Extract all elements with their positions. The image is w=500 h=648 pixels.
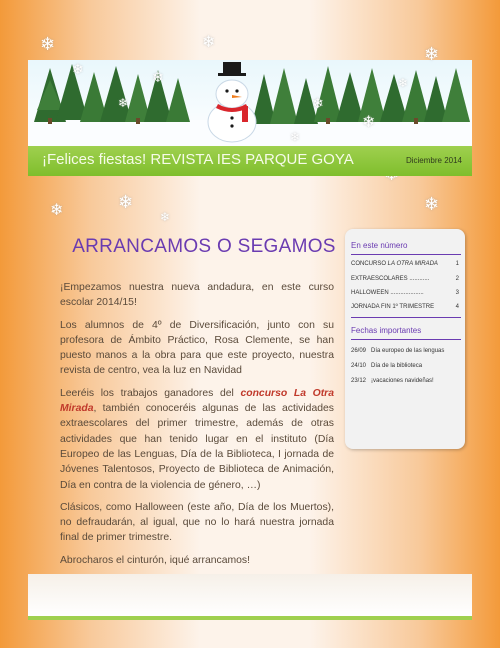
snowflake-icon: ❄ [152,70,164,86]
snowflake-icon: ❄ [312,96,324,112]
paragraph: Los alumnos de 4º de Diversificación, junto con su profesora de Ámbito Práctico, Rosa Clemente, se han puesto manos a la obra para que este proyecto, nuestra revista de centro, vea la luz en Navidad [60,319,334,377]
masthead-bar [28,146,472,176]
event-date: 24/10 [351,363,367,369]
toc-item-label: JORNADA FIN 1º TRIMESTRE [351,304,435,310]
divider [351,339,461,340]
snowflake-icon: ❄ [118,96,129,110]
article-headline: ARRANCAMOS O SEGAMOS [72,236,336,257]
snowflake-icon: ❄ [160,210,171,224]
snowflake-icon: ❄ [50,200,64,219]
paragraph [60,386,334,493]
toc-item-label: EXTRAESCOLARES ............ [351,276,430,282]
event-date: 26/09 [351,348,367,354]
toc-item[interactable] [351,290,459,296]
snowflake-icon: ❄ [424,194,440,215]
paragraph: ¡Empezamos nuestra nueva andadura, en este curso escolar 2014/15! [60,282,334,309]
toc-item-label: HALLOWEEN .................... [351,290,424,296]
snowflake-icon: ❄ [290,130,301,144]
snowflake-icon: ❄ [424,44,440,65]
contest-name: concurso La Otra Mirada [60,387,334,415]
toc-page-number: 2 [455,276,459,282]
toc-item-label-em: LA OTRA MIRADA [387,261,438,267]
snowflake-icon: ❄ [40,34,56,55]
toc-page-number: 4 [455,304,459,310]
paragraph-text: , también conoceréis algunas de las actividades extraescolares del primer trimestre, además de otras actividades que han tenido lugar en el instituto (Día Europeo de las Lenguas, Día de la Biblioteca, I jornada de Jóvenes Talentosos, Proyecto de Biblioteca de Animación, Día en contra de la violencia de género, …) [60,403,334,491]
toc-item[interactable] [351,304,459,310]
snowflake-icon: ❄ [118,192,134,213]
winter-scene-illustration [28,60,472,146]
paragraph-text: Leeréis los trabajos ganadores del [60,387,241,399]
sidebar-panel [345,229,465,449]
event-text: ¡vacaciones navideñas! [371,378,434,384]
masthead-title: ¡Felices fiestas! REVISTA IES PARQUE GOYA [42,151,354,168]
toc-heading: En este número [351,241,408,250]
paragraph: Clásicos, como Halloween (este año, Día de los Muertos), no defraudarán, al igual, que no lo hará nuestra jornada final de primer trimestre. [60,501,334,544]
event-text: Día de la biblioteca [371,363,423,369]
toc-item-label: CONCURSO [351,261,388,267]
dates-heading: Fechas importantes [351,326,422,335]
divider [351,317,461,318]
event-item [351,348,459,354]
snowman-icon [208,62,256,142]
divider [351,254,461,255]
toc-page-number: 1 [455,261,459,267]
snowflake-icon: ❄ [362,112,376,131]
issue-date: Diciembre 2014 [405,156,462,165]
header-banner-image [28,60,472,146]
paragraph: Abrocharos el cinturón, iqué arrancamos! [60,554,251,566]
event-date: 23/12 [351,378,367,384]
toc-item[interactable] [351,261,459,267]
article-body [60,280,334,575]
event-text: Día europeo de las lenguas [371,348,445,354]
snowflake-icon: ❄ [398,76,409,90]
snowflake-icon: ❄ [72,62,84,78]
event-item [351,363,459,369]
snowflake-icon: ❄ [202,32,216,51]
toc-page-number: 3 [455,290,459,296]
footer-band [28,574,472,620]
event-item [351,378,459,384]
toc-item[interactable] [351,276,459,282]
